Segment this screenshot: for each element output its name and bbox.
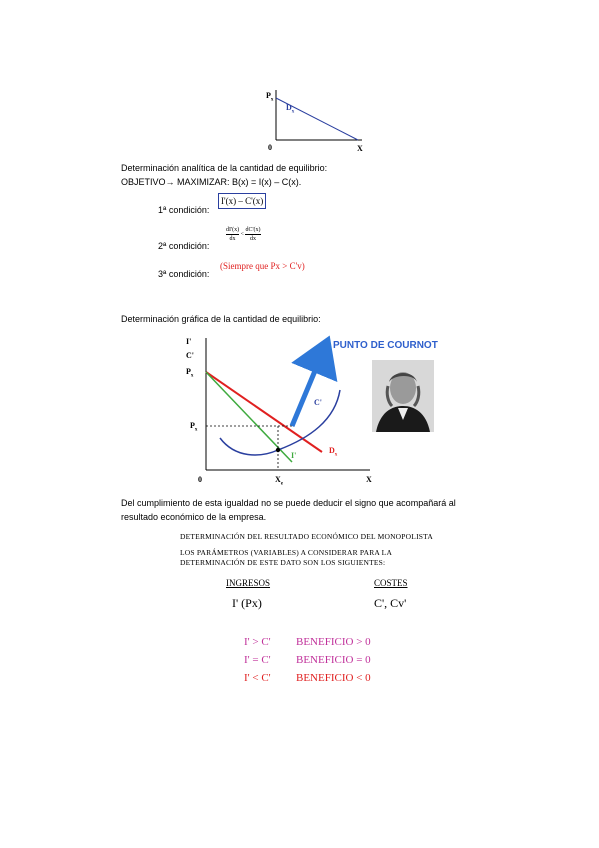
- graphic-title: Determinación gráfica de la cantidad de equilibrio:: [121, 314, 321, 324]
- cond2-operator: <: [240, 231, 244, 238]
- objective-text: OBJETIVO→ MAXIMIZAR: B(x) = I(x) – C(x).: [121, 177, 302, 187]
- condition-2-label: 2ª condición:: [158, 241, 210, 251]
- result-text-2: resultado económico de la empresa.: [121, 512, 267, 522]
- cournot-graph: [180, 330, 390, 490]
- cond2-den-right: dx: [245, 234, 260, 243]
- graph1-demand-label: $D_x$: [286, 103, 295, 115]
- condition-1-label: 1ª condición:: [158, 205, 210, 215]
- cond2-num-right: dC'(x): [245, 227, 261, 233]
- result-header: DETERMINACIÓN DEL RESULTADO ECONÓMICO DEL MONOPOLISTA: [180, 532, 433, 541]
- condition-3-equation: (Siempre que Px > C'v): [220, 261, 305, 271]
- graphic-origin: 0: [198, 475, 202, 484]
- cournot-portrait: [372, 360, 434, 432]
- equilibrium-point: [276, 448, 280, 452]
- demand-line: [206, 372, 322, 452]
- graphic-y-label-price: $P_x$: [186, 367, 194, 379]
- ingresos-value: I' (Px): [232, 596, 262, 610]
- cournot-arrow: [292, 354, 322, 426]
- graph1-origin: 0: [268, 143, 272, 152]
- demand-graph: [262, 88, 372, 152]
- cond2-num-left: dI'(x): [226, 227, 240, 233]
- graph1-y-label: $P_x$: [266, 91, 274, 103]
- result-params-line-1: LOS PARÁMETROS (VARIABLES) A CONSIDERAR PARA LA: [180, 548, 393, 557]
- result-params-line-2: DETERMINACIÓN DE ESTE DATO SON LOS SIGUIENTES:: [180, 558, 386, 567]
- income-curve-label: I': [291, 451, 297, 460]
- condition-3-label: 3ª condición:: [158, 269, 210, 279]
- result-row: I' > C' BENEFICIO > 0: [244, 636, 371, 648]
- costes-value: C', Cv': [374, 596, 407, 610]
- cond2-den-left: dx: [226, 234, 239, 243]
- demand-curve-label: $D_x$: [329, 446, 338, 458]
- result-row: I' = C' BENEFICIO = 0: [244, 654, 371, 666]
- graphic-y-label: I': [186, 337, 192, 346]
- graph1-x-label: X: [357, 144, 363, 153]
- ingresos-header: INGRESOS: [226, 578, 271, 588]
- condition-1-equation: I'(x) – C'(x): [218, 193, 266, 209]
- graphic-y-label-cost: C': [186, 351, 194, 360]
- condition-2-equation: [226, 226, 261, 243]
- result-row: I' < C' BENEFICIO < 0: [244, 672, 371, 684]
- equilibrium-quantity-label: $X_e$: [275, 475, 284, 487]
- graphic-x-label: X: [366, 475, 372, 484]
- graphic-y-label-price-eq: $P_x$: [190, 421, 198, 433]
- cost-curve-label: C': [314, 398, 322, 407]
- cournot-point-label: PUNTO DE COURNOT: [333, 340, 438, 351]
- result-text-1: Del cumplimiento de esta igualdad no se puede deducir el signo que acompañará al: [121, 498, 456, 508]
- analytic-title: Determinación analítica de la cantidad de equilibrio:: [121, 163, 328, 173]
- costes-header: COSTES: [374, 578, 408, 588]
